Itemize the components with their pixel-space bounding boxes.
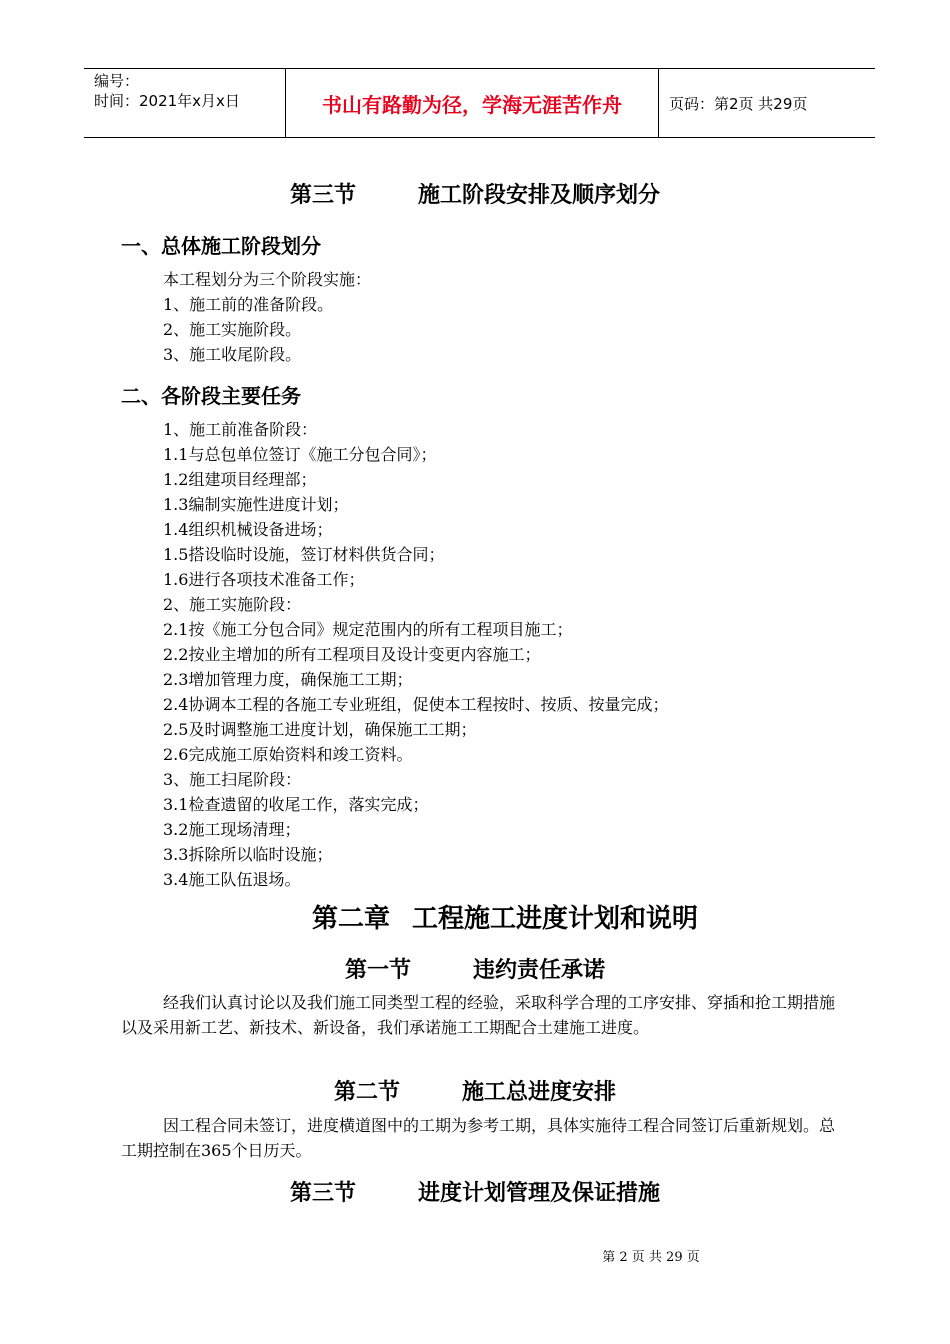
part1-heading: 一、总体施工阶段划分 — [121, 234, 321, 258]
list-item: 2.4协调本工程的各施工专业班组，促使本工程按时、按质、按量完成； — [163, 695, 669, 714]
list-item: 3.3拆除所以临时设施； — [163, 845, 333, 864]
list-item: 1、施工前的准备阶段。 — [163, 295, 334, 314]
page-footer: 第 2 页 共 29 页 — [602, 1250, 700, 1265]
list-item: 3.1检查遗留的收尾工作，落实完成； — [163, 795, 429, 814]
section2-title: 第二节 施工总进度安排 — [333, 1080, 617, 1105]
list-item: 2、施工实施阶段。 — [163, 320, 302, 339]
list-item: 1、施工前准备阶段： — [163, 420, 318, 439]
header-page-label: 页码：第2页 共29页 — [669, 94, 808, 113]
page-header — [84, 68, 875, 138]
header-meta — [84, 69, 286, 137]
list-item: 1.6进行各项技术准备工作； — [163, 570, 365, 589]
list-item: 1.5搭设临时设施，签订材料供货合同； — [163, 545, 445, 564]
time-label: 时间：2021年x月x日 — [94, 92, 240, 110]
list-item: 3、施工扫尾阶段： — [163, 770, 302, 789]
list-item: 3.4施工队伍退场。 — [163, 870, 301, 889]
list-item: 2.3增加管理力度，确保施工工期； — [163, 670, 413, 689]
number-label: 编号： — [94, 72, 140, 90]
list-item: 3、施工收尾阶段。 — [163, 345, 302, 364]
list-item: 2、施工实施阶段： — [163, 595, 302, 614]
list-item: 1.4组织机械设备进场； — [163, 520, 333, 539]
list-item: 本工程划分为三个阶段实施： — [163, 270, 372, 289]
section1-title: 第一节 违约责任承诺 — [344, 958, 606, 983]
section3b-title: 第三节 进度计划管理及保证措施 — [289, 1181, 661, 1206]
header-motto: 书山有路勤为径，学海无涯苦作舟 — [286, 69, 659, 137]
list-item: 2.1按《施工分包合同》规定范围内的所有工程项目施工； — [163, 620, 573, 639]
list-item: 3.2施工现场清理； — [163, 820, 301, 839]
list-item: 2.6完成施工原始资料和竣工资料。 — [163, 745, 413, 764]
list-item: 1.1与总包单位签订《施工分包合同》； — [163, 445, 437, 464]
list-item: 1.3编制实施性进度计划； — [163, 495, 349, 514]
part2-heading: 二、各阶段主要任务 — [121, 384, 301, 408]
chapter-title: 第二章 工程施工进度计划和说明 — [311, 904, 699, 934]
section2-paragraph: 因工程合同未签订，进度横道图中的工期为参考工期，具体实施待工程合同签订后重新规划。总工期控制在365个日历天。 — [121, 1116, 836, 1160]
list-item: 2.2按业主增加的所有工程项目及设计变更内容施工； — [163, 645, 541, 664]
section-title: 第三节 施工阶段安排及顺序划分 — [289, 183, 661, 208]
list-item: 2.5及时调整施工进度计划，确保施工工期； — [163, 720, 477, 739]
section1-paragraph: 经我们认真讨论以及我们施工同类型工程的经验，采取科学合理的工序安排、穿插和抢工期措施以及采用新工艺、新技术、新设备，我们承诺施工工期配合土建施工进度。 — [121, 993, 836, 1037]
list-item: 1.2组建项目经理部； — [163, 470, 317, 489]
